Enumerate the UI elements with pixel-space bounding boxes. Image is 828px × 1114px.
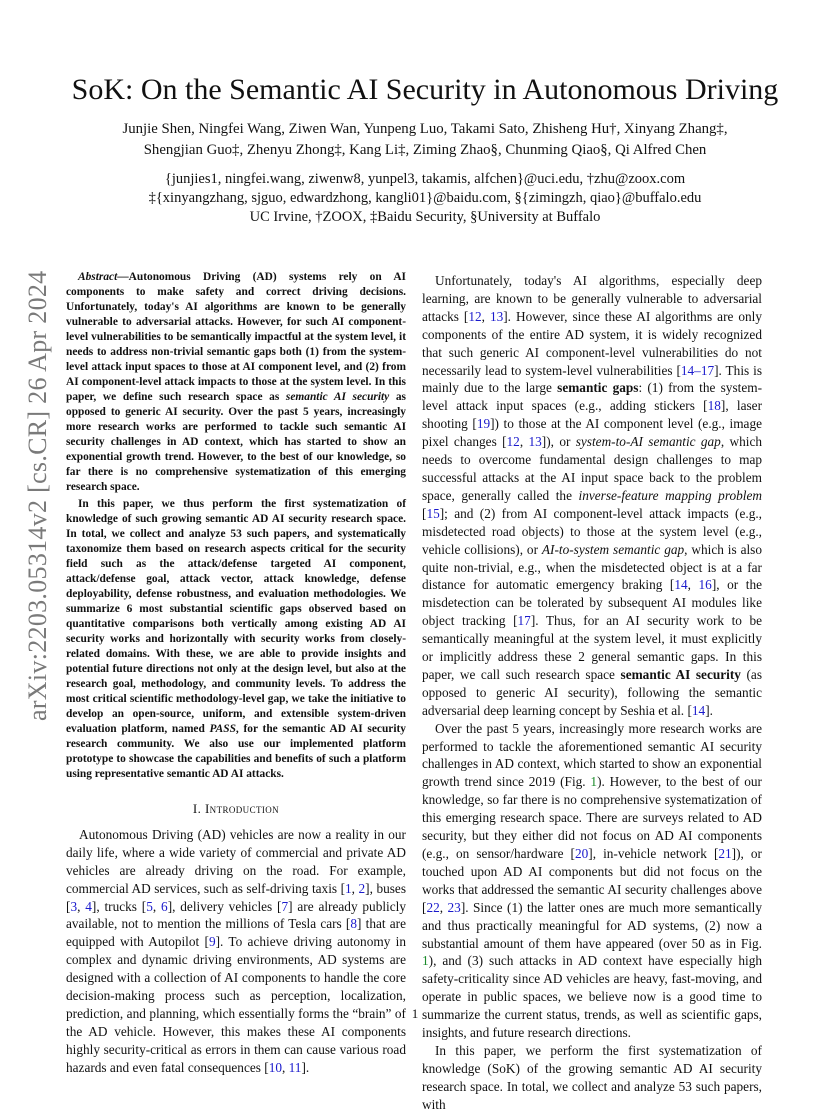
citation-link[interactable]: 17 — [517, 613, 531, 629]
citation-link[interactable]: 14 — [691, 702, 706, 718]
citation-link[interactable]: 20 — [574, 846, 589, 861]
left-column — [66, 270, 406, 1077]
right-paragraph-2 — [422, 720, 762, 1042]
text-run: ], in-vehicle network [ — [588, 846, 719, 861]
text-run: ]) to those at the AI component level (e.g., image pixel changes [ — [422, 416, 763, 450]
text-run: ). However, to the best of our knowledge, so far there is no comprehensive systematization of this emerging research space. There are surveys related to AD security, but they either did not focus on AD AI components (e.g., on sensor/hardware [ — [422, 774, 762, 861]
citation-link[interactable]: 22 — [426, 899, 440, 915]
affiliation-line: UC Irvine, †ZOOX, ‡Baidu Security, §University at Buffalo — [249, 209, 601, 225]
citation-link[interactable]: 1 — [422, 953, 429, 969]
email-line-2: ‡{xinyangzhang, sjguo, edwardzhong, kangli01}@baidu.com, §{zimingzh, qiao}@buffalo.edu — [148, 190, 702, 206]
text-run: , — [281, 1059, 289, 1075]
text-run: ]. This is mainly due to the large — [422, 362, 762, 396]
right-paragraph-3: In this paper, we perform the first systematization of knowledge (SoK) of the growing semantic AD AI security research space. In total, we collect and analyze 53 such papers, with — [422, 1042, 762, 1112]
arxiv-identifier: arXiv:2203.05314v2 [cs.CR] 26 Apr 2024 — [23, 270, 52, 722]
text-run: , which needs to overcome fundamental design challenges to map successful attacks at the AI input space back to the problem space, generally called the — [422, 434, 762, 503]
text-run: ]; and (2) from AI component-level attack impacts (e.g., misdetected road objects) to those at the system level (e.g., vehicle collisions), or — [422, 505, 762, 557]
citation-link[interactable]: 3 — [70, 898, 78, 914]
text-run: , — [152, 898, 162, 914]
citation-link[interactable]: 21 — [718, 846, 732, 861]
text-run: ]. Thus, for an AI security work to be semantically meaningful at the system level, it must explicitly or implicitly address these 2 general semantic gaps. In this paper, we call such research space — [422, 613, 762, 682]
text-run: , — [351, 880, 359, 896]
text-run: ] are already publicly available, not to mention the millions of Tesla cars [ — [66, 898, 406, 932]
citation-link[interactable]: 13 — [528, 434, 542, 450]
text-run: ]. — [301, 1059, 310, 1075]
abstract-label: Abstract — [78, 271, 118, 283]
intro-paragraph-1 — [66, 826, 406, 1077]
text-run: ], buses [ — [66, 880, 406, 914]
text-run: ]. Since (1) the latter ones are much more semantically and thus practically meaningful for AD systems, (2) now a substantial amount of them have appeared (over 50 as in Fig. — [422, 899, 762, 951]
text-run: Unfortunately, today's AI algorithms, especially deep learning, are known to be generally vulnerable to adversarial attacks [ — [422, 273, 762, 324]
text-run: Over the past 5 years, increasingly more research works are performed to tackle the aforementioned semantic AI security challenges in AD context, which started to show an exponential growth trend since 2019 (Fig. — [422, 720, 762, 790]
section-heading: I. Introduction — [192, 801, 280, 816]
text-run: ], or the misdetection can be tolerated by subsequent AI modules like object tracking [ — [422, 577, 762, 629]
affiliations — [70, 170, 780, 227]
citation-link[interactable]: 19 — [476, 416, 491, 432]
text-run: ), and (3) such attacks in AD context have especially high safety-criticality since AD vehicles are heavy, fast-moving, and operate in public spaces, we believe now is a good time to summarize the current status, trends, as well as scientific gaps, insights, and future research directions. — [422, 953, 762, 1041]
text-run: : (1) from the system-level attack input spaces (e.g., adding stickers [ — [422, 380, 763, 414]
text-run: ], laser shooting [ — [422, 398, 762, 432]
text-run: Autonomous Driving (AD) vehicles are now a reality in our daily life, where a wide variety of commercial and private AD vehicles are already driving on the road. For example, commercial AD services, such as self-driving taxis [ — [66, 826, 406, 896]
right-paragraph-1 — [422, 272, 762, 720]
citation-link[interactable]: 13 — [489, 308, 504, 324]
citation-link[interactable]: 12 — [468, 308, 482, 324]
author-list — [70, 119, 780, 160]
text-run: , — [439, 899, 448, 915]
abstract-paragraph-1: Abstract—Autonomous Driving (AD) systems rely on AI components to make safety and correct driving decisions. Unfortunately, today's AI algorithms are known to be generally vulnerable to adversarial attacks. However, for such AI component-level vulnerabilities to be semantically impactful at the system level, it needs to address non-trivial semantic gaps both (1) from the system-level attack input spaces to those at AI component level, and (2) from AI component-level attack impacts to those at the system level. In this paper, we define such research space as semantic AI security as opposed to generic AI security. Over the past 5 years, increasingly more research works are performed to tackle such semantic AI security challenges in AD context, which has started to show an exponential growth trend. However, to the best of our knowledge, so far there is no comprehensive systematization of this emerging research space. — [66, 271, 406, 493]
right-column — [422, 272, 762, 1114]
text-run: semantic gaps — [557, 380, 639, 396]
citation-link[interactable]: 5 — [146, 898, 153, 914]
text-run: [ — [422, 505, 427, 521]
citation-link[interactable]: 4 — [85, 898, 92, 914]
paper-title: SoK: On the Semantic AI Security in Autonomous Driving — [71, 73, 779, 106]
text-run: , — [77, 898, 86, 914]
citation-link[interactable]: 10 — [268, 1059, 282, 1075]
text-run: , — [687, 577, 699, 593]
citation-link[interactable]: 1 — [345, 880, 352, 896]
text-run: , — [519, 434, 529, 450]
citation-link[interactable]: 18 — [707, 398, 721, 414]
citation-link[interactable]: 1 — [590, 774, 598, 790]
text-run: system-to-AI semantic gap — [575, 434, 721, 450]
text-run: ], delivery vehicles [ — [167, 898, 282, 914]
text-run: ]. However, since these AI algorithms are only components of the entire AD system, it is widely recognized that such generic AI component-level vulnerabilities do not necessarily lead to system-level vulnerabilities [ — [422, 308, 763, 378]
citation-link[interactable]: 7 — [281, 898, 289, 914]
text-run: ]), or touched upon AD AI components but did not focus on the works that addressed the semantic AI security challenges above [ — [422, 846, 762, 915]
citation-link[interactable]: 23 — [447, 899, 461, 915]
citation-link[interactable]: 2 — [358, 880, 366, 896]
author-line-2: Shengjian Guo‡, Zhenyu Zhong‡, Kang Li‡, Ziming Zhao§, Chunming Qiao§, Qi Alfred Chen — [143, 141, 707, 158]
citation-link[interactable]: 15 — [426, 505, 440, 521]
text-run: ]. To achieve driving autonomy in complex and dynamic driving environments, AD systems are designed with a collection of AI components to handle the core decision-making process such as perception, localization, prediction, and planning, which essentially forms the “brain” of the AD vehicle. However, this makes these AI components highly security-critical as errors in them can cause various road hazards and even fatal consequences [ — [66, 934, 406, 1075]
citation-link[interactable]: 12 — [506, 434, 520, 450]
text-run: ] that are equipped with Autopilot [ — [66, 916, 407, 950]
text-run: inverse-feature mapping problem — [578, 487, 762, 503]
citation-link[interactable]: 14 — [674, 577, 688, 593]
text-run: ]. — [705, 702, 713, 718]
author-line-1: Junjie Shen, Ningfei Wang, Ziwen Wan, Yunpeng Luo, Takami Sato, Zhisheng Hu†, Xinyang Zhang‡, — [122, 121, 728, 137]
citation-link[interactable]: 11 — [288, 1059, 302, 1075]
email-line-1: {junjies1, ningfei.wang, ziwenw8, yunpel3, takamis, alfchen}@uci.edu, †zhu@zoox.com — [164, 171, 686, 187]
text-run: (as opposed to generic AI security), following the semantic adversarial deep learning concept by Seshia et al. [ — [422, 666, 762, 718]
text-run: semantic AI security — [620, 666, 741, 682]
citation-link[interactable]: 9 — [208, 934, 216, 950]
citation-link[interactable]: 14–17 — [680, 362, 715, 378]
citation-link[interactable]: 8 — [350, 916, 358, 932]
abstract-paragraph-2: In this paper, we thus perform the first systematization of knowledge of such growing semantic AD AI security research space. In total, we collect and analyze 53 such papers, and systematically taxonomize them based on research aspects critical for the security field such as the attack/defense targeted AI component, attack/defense goal, attack vector, attack knowledge, defense deployability, defense robustness, and evaluation methodologies. We summarize 6 most substantial scientific gaps observed based on quantitative comparisons both vertically among existing AD AI security works and horizontally with security works from closely-related domains. With these, we are able to provide insights and potential future directions not only at the design level, but also at the research goal, methodology, and community levels. To address the most critical scientific methodology-level gap, we take the initiative to develop an open-source, uniform, and extensible system-driven evaluation platform, named PASS, for the semantic AD AI security research community. We also use our implemented platform prototype to showcase the capabilities and benefits of such a platform using representative semantic AD AI attacks. — [66, 498, 406, 780]
text-run: ], trucks [ — [91, 898, 147, 914]
citation-link[interactable]: 16 — [698, 577, 712, 593]
text-run: ]), or — [541, 434, 576, 450]
citation-link[interactable]: 6 — [161, 898, 168, 914]
page-number: 1 — [411, 1006, 419, 1021]
text-run: , which is also quite non-trivial, e.g., when the misdetected object is at a far distance for automatic emergency braking [ — [422, 541, 762, 593]
text-run: AI-to-system semantic gap — [541, 541, 685, 557]
text-run: , — [481, 308, 490, 324]
